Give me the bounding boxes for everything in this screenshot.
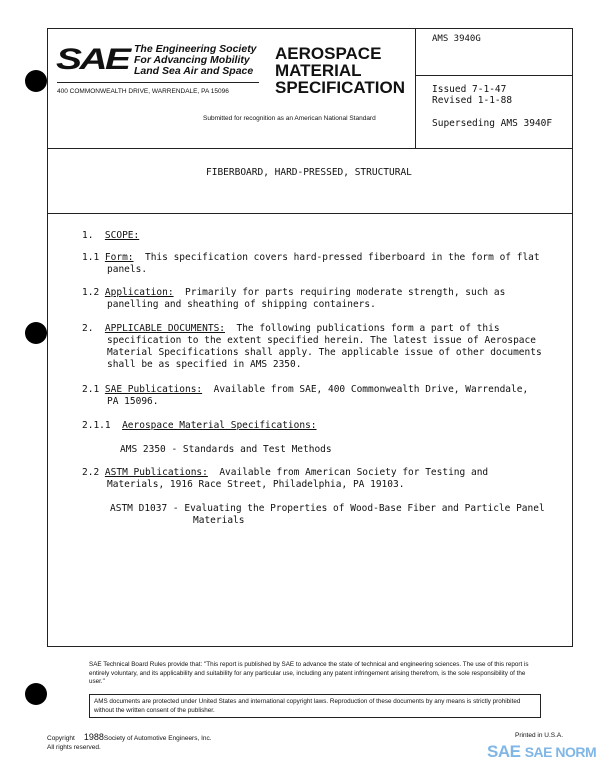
copyright: Copyright 1988Society of Automotive Engineers, Inc. All rights reserved. xyxy=(47,732,212,751)
printed-in: Printed in U.S.A. xyxy=(515,732,564,739)
sae-logo: SAE xyxy=(56,43,129,76)
punch-hole xyxy=(25,322,47,344)
punch-hole xyxy=(25,70,47,92)
technical-board-rules: SAE Technical Board Rules provide that: "This report is published by SAE to advance the state of technical and engineering sciences. The use of this report is entirely voluntary, and its applicability and suitability for any particular use, including any patent infringement arising therefrom, is the sole responsibility of the user." xyxy=(89,661,529,685)
document-title: FIBERBOARD, HARD-PRESSED, STRUCTURAL xyxy=(206,167,412,178)
address: 400 COMMONWEALTH DRIVE, WARRENDALE, PA 15096 xyxy=(57,88,229,95)
copyright-notice: AMS documents are protected under United States and international copyright laws. Reproduction of these documents by any means is strictly prohibited without the written consent of the publisher. xyxy=(89,694,541,718)
submitted-note: Submitted for recognition as an American National Standard xyxy=(203,115,376,122)
watermark-logo: SAE SAE NORM xyxy=(487,742,597,761)
document-page: SAE The Engineering Society For Advancing Mobility Land Sea Air and Space 400 COMMONWEALTH DRIVE, WARRENDALE, PA 15096 AEROSPACE MATERIAL SPECIFICATION Submitted for recognition as an American National Standard AMS 3940G Issued 7-1-47 Revised 1-1-88 Superseding AMS 3940F FIBERBOARD, HARD-PRESSED, STRUCTURAL 1. SCOPE: 1.1 Form: This specification covers hard-pressed fiberboard in the form of flat panels. 1.2 Application: Primarily for parts requiring moderate strength, such as panelling and sheathing of shipping containers. 2. APPLICABLE DOCUMENTS: The following publications form a part of this specification to the extent specified herein. The latest issue of Aerospace Material Specifications shall apply. The applicable issue of other documents shall be as specified in AMS 2350. 2.1 SAE Publications: Available from SAE, 400 Commonwealth Drive, Warrendale, PA 15096. 2.1.1 Aerospace Material Specifications: AMS 2350 - Standards and Test Methods 2.2 ASTM Publications: Available from American Society for Testing and Materials, 1916 Race Street, Philadelphia, PA 19103. ASTM D1037 - Evaluating the Properties of Wood-Base Fiber and Particle Panel Materials SAE Technical Board Rules provide that: "This report is published by SAE to advance the state of technical and engineering sciences. The use of this report is entirely voluntary, and its applicability and suitability for any particular use, including any patent infringement arising therefrom, is the sole responsibility of the user." AMS documents are protected under United States and international copyright laws. Reproduction of these documents by any means is strictly prohibited without the written consent of the publisher. Copyright 1988Society of Automotive Engineers, Inc. All rights reserved. Printed in U.S.A. SAE SAE NORM xyxy=(0,0,600,774)
issue-dates: Issued 7-1-47 Revised 1-1-88 xyxy=(432,84,513,106)
superseding: Superseding AMS 3940F xyxy=(432,118,553,129)
society-tagline: The Engineering Society For Advancing Mobility Land Sea Air and Space xyxy=(134,43,257,77)
doc-type-title: AEROSPACE MATERIAL SPECIFICATION xyxy=(275,44,406,97)
doc-number: AMS 3940G xyxy=(432,34,481,44)
punch-hole xyxy=(25,683,47,705)
